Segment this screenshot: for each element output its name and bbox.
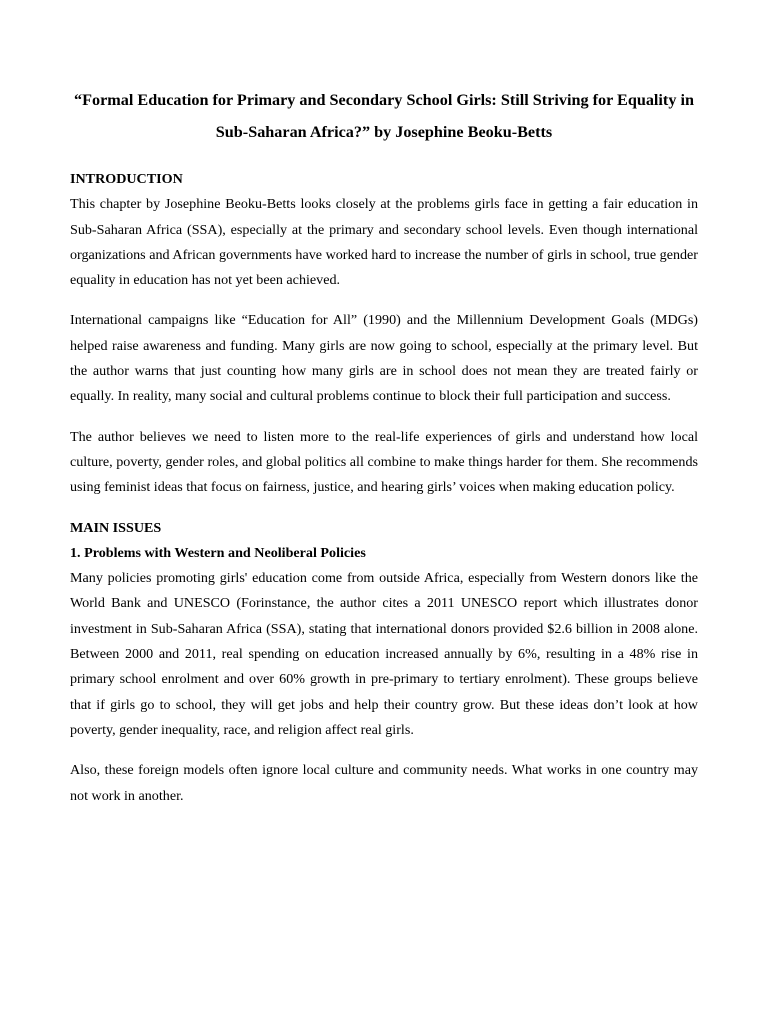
section-heading-introduction: INTRODUCTION <box>70 171 183 187</box>
policies-paragraph-1: Many policies promoting girls' education come from outside Africa, especially from Western donors like the World Bank and UNESCO (Forinstance, the author cites a 2011 UNESCO report which illustrates donor investment in Sub-Saharan Africa (SSA), stating that international donors provided $2.6 billion in 2008 alone. Between 2000 and 2011, real spending on education increased annually by 6%, resulting in a 48% rise in primary school enrolment and over 60% growth in pre-primary to tertiary enrolment). These groups believe that if girls go to school, they will get jobs and help their country grow. But these ideas don’t look at how poverty, gender inequality, race, and religion affect real girls. <box>70 570 698 738</box>
intro-paragraph-3: The author believes we need to listen more to the real-life experiences of girls and understand how local culture, poverty, gender roles, and global politics all combine to make things harder for them. She recommends using feminist ideas that focus on fairness, justice, and hearing girls’ voices when making education policy. <box>70 428 698 496</box>
document-body <box>70 167 698 809</box>
subsection-heading-policies: 1. Problems with Western and Neoliberal Policies <box>70 544 366 561</box>
intro-paragraph-1: This chapter by Josephine Beoku-Betts looks closely at the problems girls face in getting a fair education in Sub-Saharan Africa (SSA), especially at the primary and secondary school levels. Even though international organizations and African governments have worked hard to increase the number of girls in school, true gender equality in education has not yet been achieved. <box>70 196 698 289</box>
policies-paragraph-2: Also, these foreign models often ignore local culture and community needs. What works in one country may not work in another. <box>70 762 698 804</box>
section-heading-main-issues: MAIN ISSUES <box>70 519 162 536</box>
document-title: “Formal Education for Primary and Secondary School Girls: Still Striving for Equality in Sub-Saharan Africa?” by Josephine Beoku-Betts <box>74 91 694 141</box>
intro-paragraph-2: International campaigns like “Education for All” (1990) and the Millennium Development Goals (MDGs) helped raise awareness and funding. Many girls are now going to school, especially at the primary level. But the author warns that just counting how many girls are in school does not mean they are treated fairly or equally. In reality, many social and cultural problems continue to block their full participation and success. <box>70 312 698 405</box>
